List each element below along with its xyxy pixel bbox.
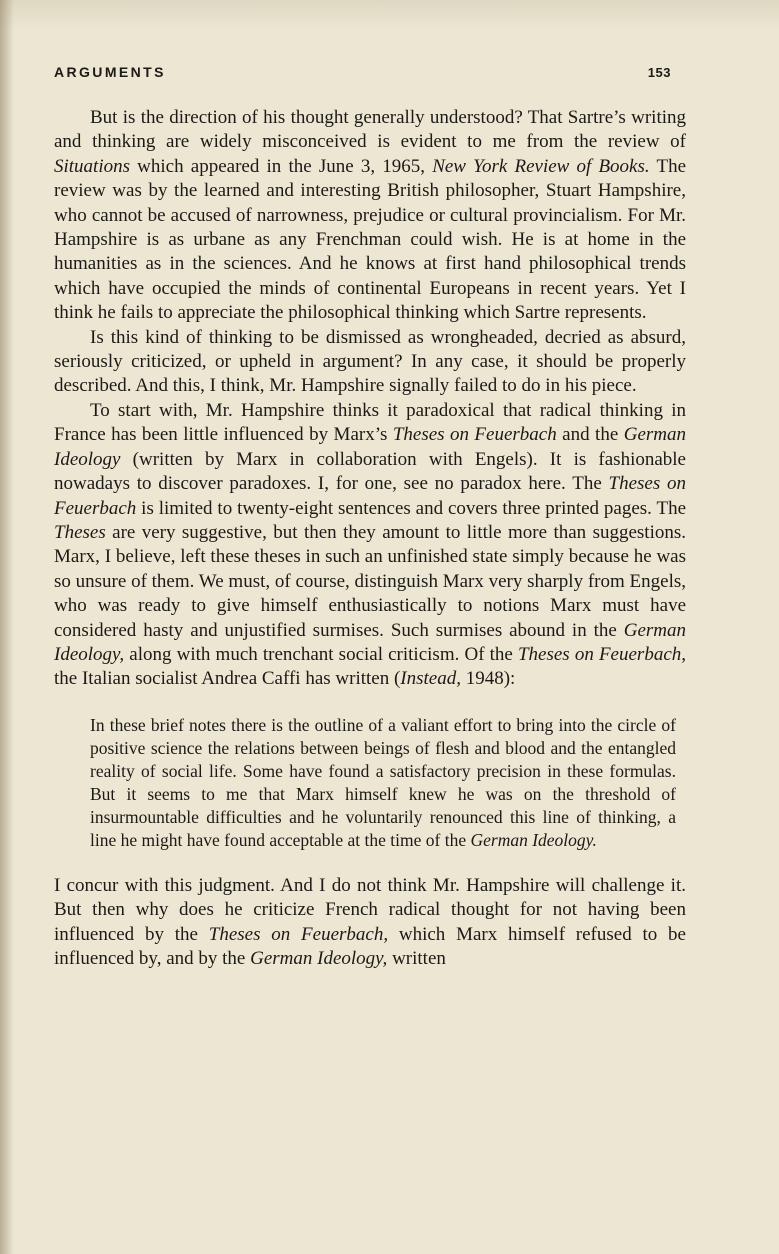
paragraph-3: [54, 399, 686, 692]
text-run: In these brief notes there is the outline of a valiant effort to bring into the circle of positive science the relations between beings of flesh and blood and the entangled reality of social life. Some have found a satisfactory precision in these formulas. But it seems to me that Marx himself knew he was on the threshold of insurmountable difficulties and he voluntarily renounced this line of thinking, a line he might have found acceptable at the time of the: [90, 714, 676, 850]
italic-title: German Ideology: [54, 424, 686, 470]
running-head: [54, 64, 671, 84]
paragraph-2: [54, 326, 686, 399]
page-number: 153: [647, 65, 671, 80]
italic-title: Theses: [54, 521, 106, 543]
text-run: To start with, Mr. Hampshire thinks it paradoxical that radical thinking in France has been little influenced by Marx’s: [54, 399, 686, 446]
text-run: the Italian socialist Andrea Caffi has written (: [54, 668, 401, 690]
italic-title: Theses on Feuerbach: [54, 473, 686, 519]
text-run: written: [387, 947, 446, 969]
italic-title: Theses on Feuerbach: [392, 424, 557, 446]
text-run: which appeared in the June 3, 1965,: [130, 155, 433, 177]
text-run: But is the direction of his thought generally understood? That Sartre’s writing and thinking are widely misconceived is evident to me from the review of: [54, 107, 686, 153]
running-title: ARGUMENTS: [54, 64, 166, 80]
italic-title: German Ideology.: [470, 829, 597, 850]
paragraph-4: [54, 874, 686, 972]
text-run: The review was by the learned and interesting British philosopher, Stuart Hampshire, who cannot be accused of narrowness, prejudice or cultural provincialism. For Mr. Hampshire is as urbane as any Frenchman could wish. He is at home in the humanities as in the sciences. And he knows at first hand philosophical trends which have occupied the minds of continental Europeans in recent years. Yet I think he fails to appreciate the philosophical thinking which Sartre represents.: [54, 155, 687, 324]
text-run: Is this kind of thinking to be dismissed as wrongheaded, decried as absurd, seriously criticized, or upheld in argument? In any case, it should be properly described. And this, I think, Mr. Hampshire signally failed to do in his piece.: [54, 326, 686, 397]
paragraph-1: [54, 106, 686, 326]
text-run: which Marx himself refused to be influenced by, and by the: [54, 923, 686, 969]
italic-title: Theses on Feuerbach,: [208, 923, 389, 945]
italic-title: German Ideology,: [54, 619, 686, 665]
text-run: 1948):: [460, 668, 516, 690]
text-run: and the: [556, 424, 624, 446]
italic-title: German Ideology,: [250, 947, 388, 969]
text-run: (written by Marx in collaboration with Engels). It is fashionable nowadays to discover paradoxes. I, for one, see no paradox here. The: [54, 448, 686, 495]
italic-title: Theses on Feuerbach,: [517, 643, 686, 665]
italic-title: New York Review of Books.: [432, 155, 650, 177]
text-run: are very suggestive, but then they amount to little more than suggestions. Marx, I believe, left these theses in such an unfinished state simply because he was so unsure of them. We must, of course, distinguish Marx very sharply from Engels, who was ready to give himself enthusiastically to notions Marx must have considered hasty and unjustified surmises. Such surmises abound in the: [54, 521, 686, 641]
text-run: is limited to twenty-eight sentences and covers three printed pages. The: [136, 497, 686, 519]
text-run: I concur with this judgment. And I do not think Mr. Hampshire will challenge it. But then why does he criticize French radical thought for not having been influenced by the: [54, 874, 686, 945]
block-quote: [90, 714, 676, 852]
italic-title: Situations: [54, 155, 131, 177]
italic-title: Instead,: [400, 668, 461, 690]
text-run: along with much trenchant social criticism. Of the: [124, 643, 518, 665]
body-text: [54, 106, 686, 971]
